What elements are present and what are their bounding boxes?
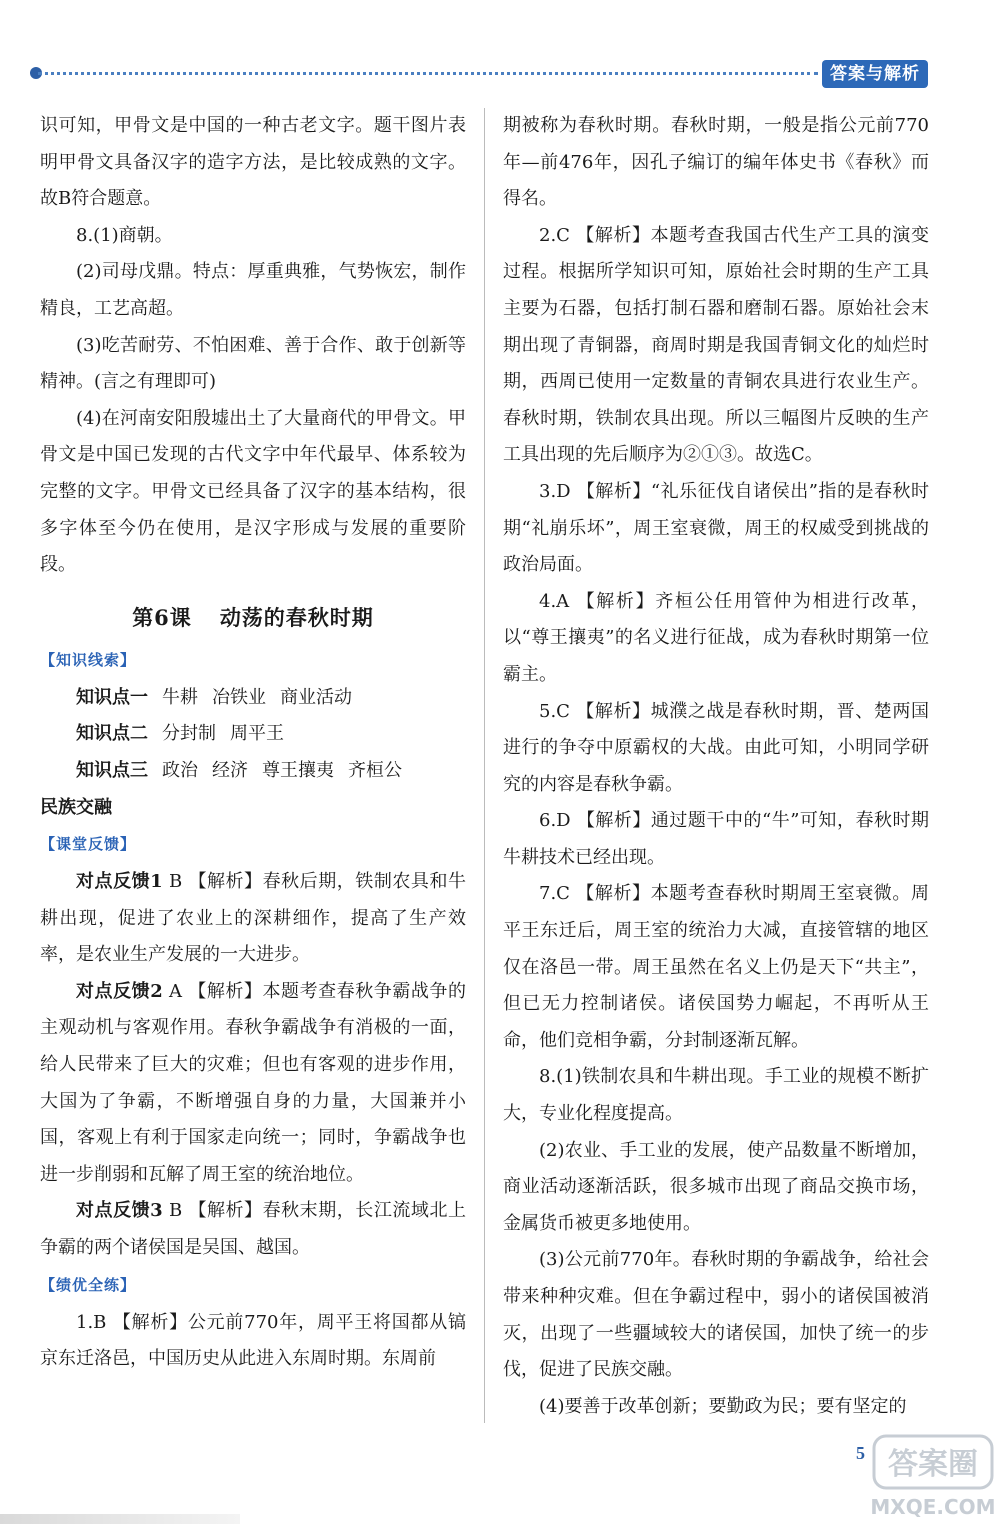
knowledge-item: 商业活动 xyxy=(280,686,352,708)
header-dotted-rule xyxy=(38,72,818,75)
feedback-text: A 【解析】本题考查春秋争霸战争的主观动机与客观作用。春秋争霸战争有消极的一面，给人民带来了巨大的灾难；但也有客观的进步作用，大国为了争霸，不断增强自身的力量，大国兼并小国，客观上有利于国家走向统一；同时，争霸战争也进一步削弱和瓦解了周王室的统治地位。 xyxy=(40,980,466,1185)
feedback-text: B 【解析】春秋末期，长江流域北上争霸的两个诸侯国是吴国、越国。 xyxy=(40,1200,466,1259)
feedback-label: 对点反馈3 xyxy=(76,1200,163,1222)
answer-item: 6.D 【解析】通过题干中的“牛”可知，春秋时期牛耕技术已经出现。 xyxy=(503,810,929,868)
paragraph: 识可知，甲骨文是中国的一种古老文字。题干图片表明甲骨文具备汉字的造字方法，是比较成熟的文字。故B符合题意。 xyxy=(40,115,466,210)
knowledge-item: 齐桓公 xyxy=(348,759,402,781)
answer-item: 2.C 【解析】本题考查我国古代生产工具的演变过程。根据所学知识可知，原始社会时期的生产工具主要为石器，包括打制石器和磨制石器。原始社会末期出现了青铜器，商周时期是我国青铜文化的灿烂时期，西周已使用一定数量的青铜农具进行农业生产。春秋时期，铁制农具出现。所以三幅图片反映的生产工具出现的先后顺序为②①③。故选C。 xyxy=(503,224,929,466)
feedback-item xyxy=(40,974,466,1194)
knowledge-item: 政治 xyxy=(162,759,198,781)
lesson-title: 动荡的春秋时期 xyxy=(219,604,374,630)
answer-item: 8.(1)商朝。 xyxy=(76,224,173,246)
column-divider xyxy=(484,108,485,1423)
feedback-item xyxy=(40,864,466,974)
section-practice: 【绩优全练】 xyxy=(40,1275,137,1294)
paragraph: 期被称为春秋时期。春秋时期，一般是指公元前770年—前476年，因孔子编订的编年体史书《春秋》而得名。 xyxy=(503,115,929,210)
knowledge-item: 冶铁业 xyxy=(212,686,266,708)
knowledge-tail: 民族交融 xyxy=(40,796,112,818)
watermark-url: MXQE.COM xyxy=(870,1495,996,1519)
knowledge-item: 尊王攘夷 xyxy=(262,759,334,781)
feedback-item xyxy=(40,1193,466,1266)
bottom-edge-strip xyxy=(0,1514,240,1524)
answer-item: 7.C 【解析】本题考查春秋时期周王室衰微。周平王东迁后，周王室的统治力大减，直接管辖的地区仅在洛邑一带。周王虽然在名义上仍是天下“共主”，但已无力控制诸侯。诸侯国势力崛起，不再听从王命，他们竞相争霸，分封制逐渐瓦解。 xyxy=(503,883,929,1051)
answer-item: (4)要善于改革创新；要勤政为民；要有坚定的 xyxy=(539,1395,907,1417)
knowledge-item: 分封制 xyxy=(162,723,216,745)
knowledge-label: 知识点三 xyxy=(76,759,148,781)
feedback-label: 对点反馈2 xyxy=(76,980,163,1002)
knowledge-item: 经济 xyxy=(212,759,248,781)
knowledge-label: 知识点二 xyxy=(76,723,148,745)
knowledge-label: 知识点一 xyxy=(76,686,148,708)
watermark-logo xyxy=(866,1430,1000,1524)
knowledge-item: 牛耕 xyxy=(162,686,198,708)
knowledge-point xyxy=(40,680,466,717)
knowledge-point xyxy=(40,716,466,753)
lesson-number: 第6课 xyxy=(132,604,192,630)
answer-item: (3)吃苦耐劳、不怕困难、善于合作、敢于创新等精神。(言之有理即可) xyxy=(40,334,466,393)
header-tag: 答案与解析 xyxy=(822,60,928,88)
answer-item: (2)农业、手工业的发展，使产品数量不断增加，商业活动逐渐活跃，很多城市出现了商品交换市场，金属货币被更多地使用。 xyxy=(503,1139,929,1234)
lesson-heading xyxy=(40,598,466,638)
section-knowledge: 【知识线索】 xyxy=(40,650,137,669)
answer-item: (4)在河南安阳殷墟出土了大量商代的甲骨文。甲骨文是中国已发现的古代文字中年代最早、体系较为完整的文字。甲骨文已经具备了汉字的基本结构，很多字体至今仍在使用，是汉字形成与发展的重要阶段。 xyxy=(40,407,466,576)
feedback-label: 对点反馈1 xyxy=(76,871,163,893)
answer-item: 8.(1)铁制农具和牛耕出现。手工业的规模不断扩大，专业化程度提高。 xyxy=(503,1066,929,1125)
left-column xyxy=(40,108,466,1378)
page-number: 5 xyxy=(856,1443,865,1463)
knowledge-point xyxy=(40,753,466,790)
right-column xyxy=(503,108,929,1425)
feedback-text: B 【解析】春秋后期，铁制农具和牛耕出现，促进了农业上的深耕细作，提高了生产效率，是农业生产发展的一大进步。 xyxy=(40,871,466,966)
section-feedback: 【课堂反馈】 xyxy=(40,835,137,854)
answer-item: 3.D 【解析】“礼乐征伐自诸侯出”指的是春秋时期“礼崩乐坏”，周王室衰微，周王的权威受到挑战的政治局面。 xyxy=(503,480,929,576)
practice-item: 1.B 【解析】公元前770年，周平王将国都从镐京东迁洛邑，中国历史从此进入东周时期。东周前 xyxy=(40,1311,466,1370)
answer-item: (3)公元前770年。春秋时期的争霸战争，给社会带来种种灾难。但在争霸过程中，弱小的诸侯国被消灭，出现了一些疆域较大的诸侯国，加快了统一的步伐，促进了民族交融。 xyxy=(503,1249,929,1381)
answer-item: (2)司母戊鼎。特点：厚重典雅，气势恢宏，制作精良，工艺高超。 xyxy=(40,261,466,319)
answer-item: 4.A 【解析】齐桓公任用管仲为相进行改革，以“尊王攘夷”的名义进行征战，成为春秋时期第一位霸主。 xyxy=(503,590,929,685)
answer-item: 5.C 【解析】城濮之战是春秋时期，晋、楚两国进行的争夺中原霸权的大战。由此可知，小明同学研究的内容是春秋争霸。 xyxy=(503,700,929,795)
watermark-text: 答案圈 xyxy=(888,1447,978,1482)
knowledge-item: 周平王 xyxy=(230,723,284,745)
